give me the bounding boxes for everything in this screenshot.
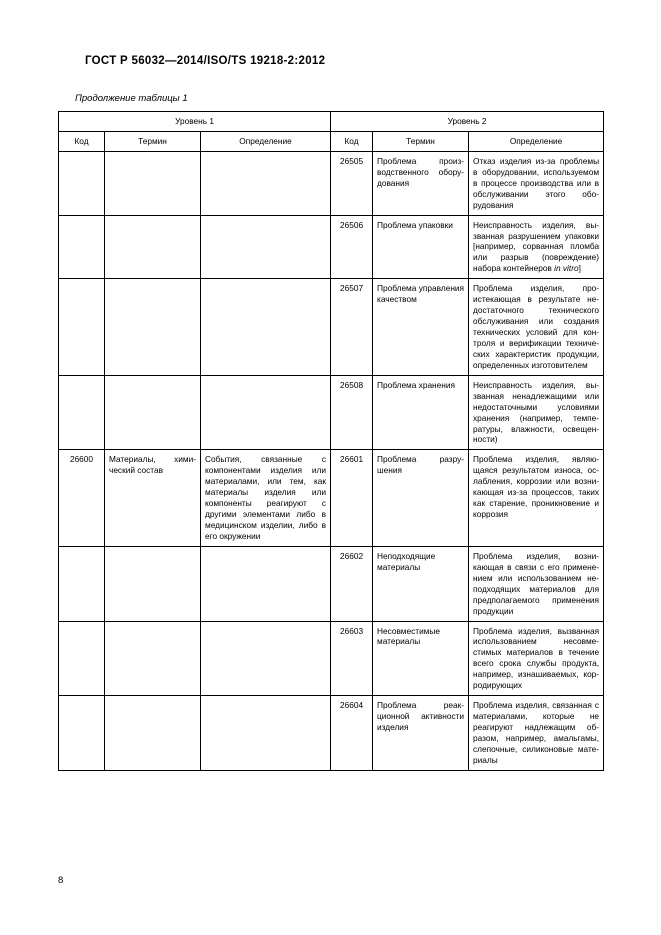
cell-term-level1 <box>105 215 201 279</box>
cell-code-level2: 26604 <box>331 696 373 771</box>
cell-term-level2: Проблема упаковки <box>373 215 469 279</box>
cell-definition-level2: Неисправность изделия, вызванная ненадлежащими или недостаточными условиями хранения (например, температуры, влажности, освещенности) <box>469 375 604 450</box>
cell-code-level2: 26602 <box>331 546 373 621</box>
cell-definition-level1 <box>201 215 331 279</box>
cell-term-level2: Неподходящие материалы <box>373 546 469 621</box>
table-row <box>59 375 604 450</box>
cell-code-level1 <box>59 375 105 450</box>
page-header: ГОСТ Р 56032—2014/ISO/TS 19218-2:2012 <box>85 55 326 67</box>
table-row <box>59 450 604 547</box>
cell-definition-level1 <box>201 546 331 621</box>
cell-code-level2: 26603 <box>331 621 373 696</box>
cell-term-level1 <box>105 375 201 450</box>
cell-term-level2: Проблема реакционной активности изделия <box>373 696 469 771</box>
cell-code-level1 <box>59 151 105 215</box>
cell-term-level2: Проблема производственного оборудования <box>373 151 469 215</box>
cell-definition-level1 <box>201 621 331 696</box>
table-row <box>59 215 604 279</box>
table-row <box>59 696 604 771</box>
cell-code-level1 <box>59 546 105 621</box>
cell-definition-level1 <box>201 375 331 450</box>
cell-code-level2: 26508 <box>331 375 373 450</box>
cell-definition-level2: Проблема изделия, являющаяся результатом износа, ослабления, коррозии или возникающая из-за процессов, таких как старение, проникновение и коррозия <box>469 450 604 547</box>
cell-term-level1: Материалы, химический состав <box>105 450 201 547</box>
table-caption: Продолжение таблицы 1 <box>75 93 188 104</box>
table-row <box>59 621 604 696</box>
cell-code-level1: 26600 <box>59 450 105 547</box>
cell-code-level2: 26507 <box>331 279 373 376</box>
cell-term-level1 <box>105 696 201 771</box>
cell-definition-level2: Отказ изделия из-за проблемы в оборудовании, используемом в процессе производства или в обслуживании этого оборудования <box>469 151 604 215</box>
cell-term-level1 <box>105 151 201 215</box>
cell-code-level1 <box>59 215 105 279</box>
cell-definition-level2: Проблема изделия, связанная с материалами, которые не реагируют надлежащим образом, например, амальгамы, слепочные, силиконовые материалы <box>469 696 604 771</box>
cell-definition-level1 <box>201 279 331 376</box>
table-group-header-row <box>59 112 604 132</box>
column-header-definition-1: Определение <box>201 131 331 151</box>
column-header-code-1: Код <box>59 131 105 151</box>
cell-definition-level2: Проблема изделия, проистекающая в результате недостаточного технического обслуживания или создания технических условий для контроля и верификации технических характеристик продукции, определенных изготовителем <box>469 279 604 376</box>
cell-definition-level2: Проблема изделия, возникающая в связи с его применением или использованием неподходящих материалов для предполагаемого применения продукции <box>469 546 604 621</box>
page-number: 8 <box>58 875 64 886</box>
column-header-term-1: Термин <box>105 131 201 151</box>
cell-definition-level1 <box>201 151 331 215</box>
table-row <box>59 279 604 376</box>
group-header-level2: Уровень 2 <box>331 112 604 132</box>
standard-terms-table <box>58 111 604 771</box>
cell-code-level1 <box>59 279 105 376</box>
cell-term-level2: Проблема управления качеством <box>373 279 469 376</box>
cell-code-level2: 26601 <box>331 450 373 547</box>
column-header-code-2: Код <box>331 131 373 151</box>
table-column-header-row <box>59 131 604 151</box>
cell-term-level2: Проблема хранения <box>373 375 469 450</box>
cell-term-level1 <box>105 279 201 376</box>
cell-definition-level1 <box>201 696 331 771</box>
column-header-term-2: Термин <box>373 131 469 151</box>
cell-definition-level2: Неисправность изделия, вызванная разрушением упаковки [например, сорванная пломба или разрыв (повреждение) набора контейнеров in vitro] <box>469 215 604 279</box>
cell-definition-level2: Проблема изделия, вызванная использованием несовместимых материалов в течение всего срока службы продукта, например, изнашиваемых, корродирующих <box>469 621 604 696</box>
cell-term-level1 <box>105 621 201 696</box>
cell-definition-level1: События, связанные с компонентами изделия или материалами, или тем, как материалы изделия или компоненты реагируют с другими элементами либо в медицинском изделии, либо в его окружении <box>201 450 331 547</box>
table-row <box>59 151 604 215</box>
cell-term-level2: Проблема разрушения <box>373 450 469 547</box>
column-header-definition-2: Определение <box>469 131 604 151</box>
cell-code-level1 <box>59 696 105 771</box>
cell-term-level2: Несовместимые материалы <box>373 621 469 696</box>
cell-code-level2: 26505 <box>331 151 373 215</box>
group-header-level1: Уровень 1 <box>59 112 331 132</box>
cell-term-level1 <box>105 546 201 621</box>
table-row <box>59 546 604 621</box>
cell-code-level1 <box>59 621 105 696</box>
cell-code-level2: 26506 <box>331 215 373 279</box>
